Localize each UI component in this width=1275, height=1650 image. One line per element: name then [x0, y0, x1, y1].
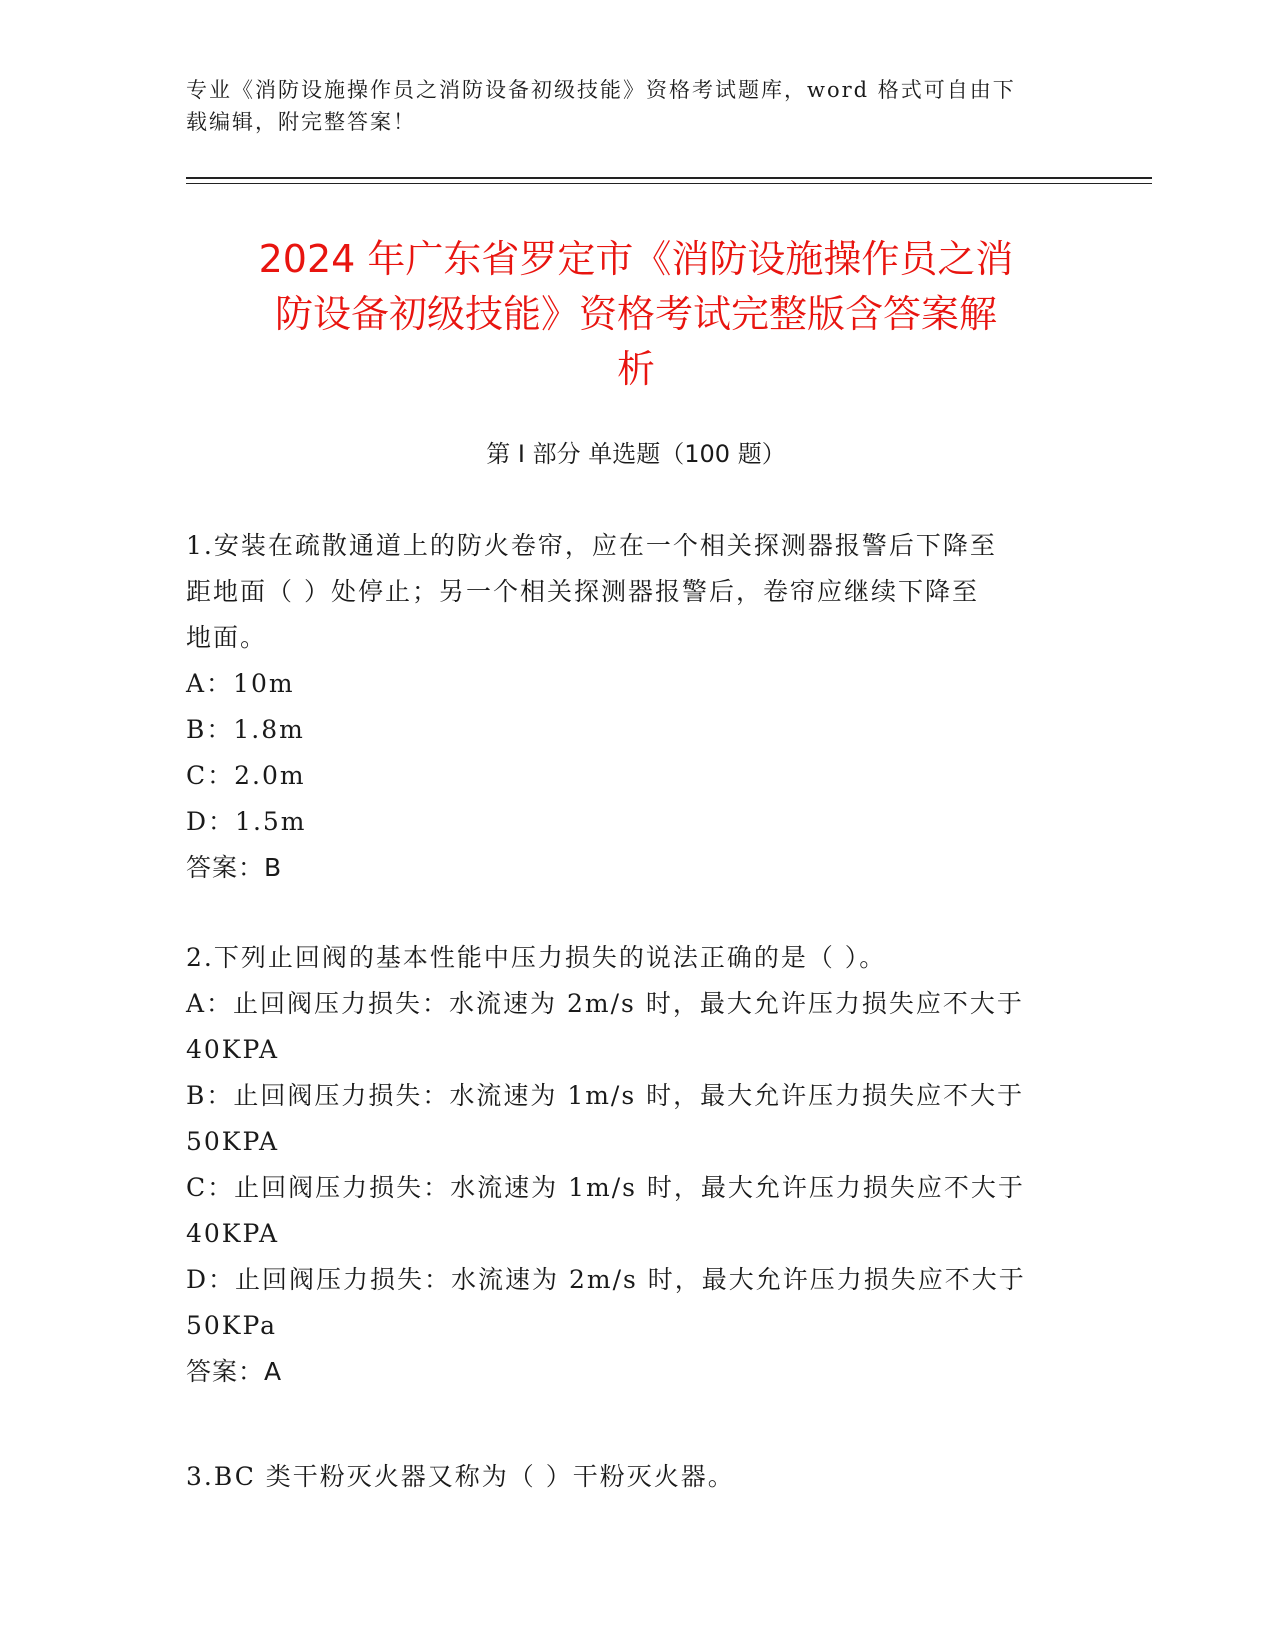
question-2 [186, 935, 1056, 1395]
question-stem: 距地面（ ）处停止；另一个相关探测器报警后，卷帘应继续下降至 [186, 577, 979, 606]
header-note-line: 载编辑，附完整答案！ [186, 110, 416, 134]
title-line: 2024 年广东省罗定市《消防设施操作员之消 [258, 237, 1014, 281]
header-note [186, 74, 1066, 138]
answer: 答案：B [186, 853, 283, 882]
question-1 [186, 523, 1056, 891]
header-divider [186, 177, 1152, 179]
header-note-line: 专业《消防设施操作员之消防设备初级技能》资格考试题库，word 格式可自由下 [186, 78, 1016, 102]
question-stem: 3.BC 类干粉灭火器又称为（ ）干粉灭火器。 [186, 1462, 735, 1491]
section-heading: 第 I 部分 单选题（100 题） [486, 440, 786, 468]
option-a: A：10m [186, 669, 295, 698]
answer: 答案：A [186, 1357, 283, 1386]
option-d: D：止回阀压力损失：水流速为 2m/s 时，最大允许压力损失应不大于 [186, 1265, 1026, 1294]
question-3 [186, 1454, 1056, 1500]
option-a: A：止回阀压力损失：水流速为 2m/s 时，最大允许压力损失应不大于 [186, 989, 1024, 1018]
option-c: C：止回阀压力损失：水流速为 1m/s 时，最大允许压力损失应不大于 [186, 1173, 1025, 1202]
question-stem: 1.安装在疏散通道上的防火卷帘，应在一个相关探测器报警后下降至 [186, 531, 997, 560]
option-b-continued: 50KPA [186, 1127, 280, 1156]
document-title [186, 232, 1086, 397]
option-c-continued: 40KPA [186, 1219, 280, 1248]
question-stem: 2.下列止回阀的基本性能中压力损失的说法正确的是（ ）。 [186, 943, 887, 972]
option-a-continued: 40KPA [186, 1035, 280, 1064]
header-divider [186, 183, 1152, 184]
option-d-continued: 50KPa [186, 1311, 278, 1340]
option-b: B：止回阀压力损失：水流速为 1m/s 时，最大允许压力损失应不大于 [186, 1081, 1025, 1110]
option-d: D：1.5m [186, 807, 307, 836]
option-c: C：2.0m [186, 761, 306, 790]
option-b: B：1.8m [186, 715, 305, 744]
title-line: 析 [616, 347, 655, 391]
title-line: 防设备初级技能》资格考试完整版含答案解 [274, 292, 997, 336]
question-stem: 地面。 [186, 623, 268, 652]
